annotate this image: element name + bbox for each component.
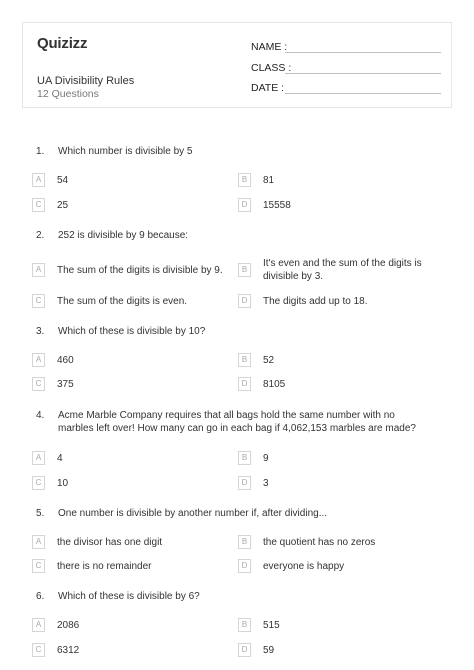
worksheet-header [22,22,452,108]
date-field[interactable] [251,82,284,94]
option-text: 375 [57,379,74,390]
option-letter: D [238,559,251,573]
option-text: 515 [263,620,280,631]
name-line [285,52,441,53]
option-text: 81 [263,175,275,186]
question-number: 3. [36,326,45,337]
date-line [285,93,441,94]
option-text: everyone is happy [263,561,345,572]
option-text: 8105 [263,379,286,390]
option-letter: A [32,618,45,632]
option-letter: D [238,377,251,391]
option-text: there is no remainder [57,561,152,572]
option-letter: B [238,618,251,632]
option-letter: C [32,377,45,391]
question-text: 252 is divisible by 9 because: [58,230,189,241]
question-text: Which of these is divisible by 6? [58,591,200,602]
option-letter: B [238,353,251,367]
option-text: The digits add up to 18. [263,296,368,307]
question-text: Which number is divisible by 5 [58,146,193,157]
option-letter: A [32,451,45,465]
name-label: NAME : [251,41,288,53]
option-text: It's even and the sum of the digits is divisible by 3. [263,258,422,282]
option-letter: B [238,173,251,187]
option-text: the divisor has one digit [57,537,163,548]
option-text: 4 [57,453,63,464]
option-letter: D [238,643,251,657]
question-number: 6. [36,591,45,602]
option-text: 54 [57,175,69,186]
option-letter: C [32,476,45,490]
option-text: 6312 [57,645,80,656]
option-letter: A [32,263,45,277]
option-text: The sum of the digits is divisible by 9. [57,265,223,276]
option-text: 9 [263,453,269,464]
question-text: Acme Marble Company requires that all bags hold the same number with no marbles left over! How many can go in each bag if 4,062,153 marbles are made? [58,410,416,434]
question-text: One number is divisible by another number if, after dividing... [58,508,328,519]
name-field[interactable] [251,41,287,53]
option-text: 59 [263,645,275,656]
question-count: 12 Questions [37,88,99,100]
quizizz-logo: Quizizz [37,35,88,52]
question-number: 2. [36,230,45,241]
option-letter: D [238,198,251,212]
option-letter: B [238,535,251,549]
option-text: the quotient has no zeros [263,537,376,548]
option-text: 15558 [263,200,291,211]
option-text: 2086 [57,620,80,631]
option-letter: A [32,535,45,549]
question-number: 1. [36,146,45,157]
question-number: 4. [36,410,45,421]
option-text: 25 [57,200,69,211]
option-text: 52 [263,355,275,366]
option-letter: A [32,173,45,187]
option-text: 3 [263,478,269,489]
option-letter: D [238,294,251,308]
class-label: CLASS : [251,62,292,74]
option-letter: D [238,476,251,490]
question-text: Which of these is divisible by 10? [58,326,206,337]
date-label: DATE : [251,82,285,94]
option-letter: C [32,198,45,212]
worksheet-title: UA Divisibility Rules [37,75,135,87]
option-text: 460 [57,355,74,366]
option-letter: B [238,451,251,465]
option-text: The sum of the digits is even. [57,296,188,307]
option-letter: A [32,353,45,367]
class-line [285,73,441,74]
option-letter: C [32,294,45,308]
class-field[interactable] [251,62,291,74]
option-letter: C [32,643,45,657]
question-number: 5. [36,508,45,519]
option-letter: B [238,263,251,277]
option-letter: C [32,559,45,573]
option-text: 10 [57,478,69,489]
